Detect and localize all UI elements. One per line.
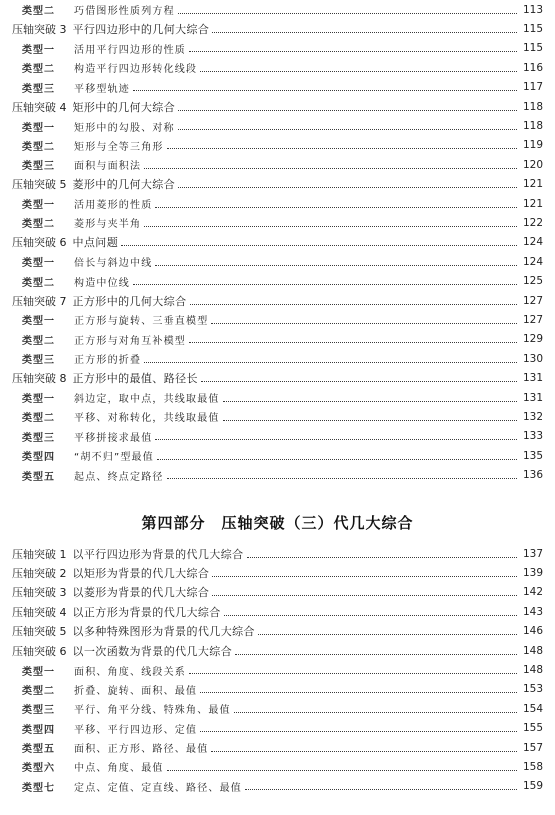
page-number: 124 xyxy=(522,236,543,249)
toc-section-entry[interactable] xyxy=(0,175,555,194)
entry-title: 定点、定值、定直线、路径、最值 xyxy=(74,782,242,794)
toc-type-entry[interactable] xyxy=(0,330,555,349)
entry-title: 以多种特殊图形为背景的代几大综合 xyxy=(72,625,255,639)
entry-title: 巧借图形性质列方程 xyxy=(74,6,175,18)
toc-section-entry[interactable] xyxy=(0,583,555,602)
toc-type-entry[interactable] xyxy=(0,777,555,796)
section-label: 压轴突破 6 xyxy=(12,644,67,658)
type-label: 类型五 xyxy=(22,744,55,756)
page-number: 143 xyxy=(522,605,543,618)
type-label: 类型一 xyxy=(22,316,55,328)
dot-leader xyxy=(200,691,517,693)
entry-title: 以菱形为背景的代几大综合 xyxy=(72,586,210,600)
part-four-heading: 第四部分 压轴突破（三）代几大综合 xyxy=(141,514,414,532)
page-number: 131 xyxy=(522,391,543,404)
toc-type-entry[interactable] xyxy=(0,757,555,776)
toc-type-entry[interactable] xyxy=(0,719,555,738)
entry-title: 起点、终点定路径 xyxy=(74,471,164,483)
section-label: 压轴突破 4 xyxy=(12,605,67,619)
page-number: 117 xyxy=(522,81,543,94)
dot-leader xyxy=(211,322,517,324)
section-label: 压轴突破 3 xyxy=(12,586,67,600)
toc-type-entry[interactable] xyxy=(0,39,555,58)
type-label: 类型二 xyxy=(22,413,55,425)
dot-leader xyxy=(167,477,517,479)
entry-title: “胡不归”型最值 xyxy=(74,452,154,464)
type-label: 类型二 xyxy=(22,64,55,76)
section-label: 压轴突破 3 xyxy=(12,23,67,37)
section-label: 压轴突破 6 xyxy=(12,236,67,250)
dot-leader xyxy=(200,730,517,732)
page-number: 159 xyxy=(522,780,543,793)
type-label: 类型四 xyxy=(22,724,55,736)
page-number: 155 xyxy=(522,722,543,735)
type-label: 类型二 xyxy=(22,141,55,153)
dot-leader xyxy=(178,128,517,130)
dot-leader xyxy=(247,556,518,558)
type-label: 类型二 xyxy=(22,685,55,697)
page-number: 158 xyxy=(522,760,543,773)
dot-leader xyxy=(224,614,517,616)
type-label: 类型六 xyxy=(22,763,55,775)
entry-title: 以正方形为背景的代几大综合 xyxy=(72,605,221,619)
dot-leader xyxy=(245,788,517,790)
type-label: 类型二 xyxy=(22,277,55,289)
type-label: 类型三 xyxy=(22,705,55,717)
type-label: 类型三 xyxy=(22,83,55,95)
dot-leader xyxy=(223,400,517,402)
toc-section-entry[interactable] xyxy=(0,291,555,310)
page-number: 132 xyxy=(522,410,543,423)
page-number: 116 xyxy=(522,61,543,74)
dot-leader xyxy=(189,672,517,674)
type-label: 类型一 xyxy=(22,44,55,56)
dot-leader xyxy=(157,458,517,460)
toc-type-entry[interactable] xyxy=(0,252,555,271)
type-label: 类型三 xyxy=(22,355,55,367)
page-number: 121 xyxy=(522,178,543,191)
type-label: 类型一 xyxy=(22,200,55,212)
page-number: 122 xyxy=(522,216,543,229)
toc-section-entry[interactable] xyxy=(0,97,555,116)
entry-title: 面积、角度、线段关系 xyxy=(74,666,186,678)
page-number: 135 xyxy=(522,449,543,462)
toc-type-entry[interactable] xyxy=(0,271,555,290)
page-number: 118 xyxy=(522,120,543,133)
toc-type-entry[interactable] xyxy=(0,465,555,484)
entry-title: 以平行四边形为背景的代几大综合 xyxy=(72,547,244,561)
page-number: 154 xyxy=(522,702,543,715)
page-number: 142 xyxy=(522,586,543,599)
dot-leader xyxy=(189,341,517,343)
entry-title: 正方形与旋转、三垂直模型 xyxy=(74,316,209,328)
type-label: 类型四 xyxy=(22,452,55,464)
page-number: 115 xyxy=(522,42,543,55)
page-number: 121 xyxy=(522,197,543,210)
entry-title: 中点问题 xyxy=(72,236,119,250)
entry-title: 平移、平行四边形、定值 xyxy=(74,724,198,736)
entry-title: 正方形与对角互补模型 xyxy=(74,335,186,347)
page-number: 129 xyxy=(522,333,543,346)
entry-title: 构造平行四边形转化线段 xyxy=(74,64,198,76)
page-number: 157 xyxy=(522,741,543,754)
toc-type-entry[interactable] xyxy=(0,155,555,174)
entry-title: 正方形的折叠 xyxy=(74,355,142,367)
type-label: 类型二 xyxy=(22,219,55,231)
dot-leader xyxy=(155,264,517,266)
dot-leader xyxy=(133,283,517,285)
entry-title: 平移、对称转化，共线取最值 xyxy=(74,413,220,425)
toc-section-entry[interactable] xyxy=(0,19,555,38)
entry-title: 中点、角度、最值 xyxy=(74,763,164,775)
entry-title: 平移型轨迹 xyxy=(74,83,130,95)
toc-type-entry[interactable] xyxy=(0,407,555,426)
page-number: 139 xyxy=(522,567,543,580)
dot-leader xyxy=(178,186,517,188)
toc-type-entry[interactable] xyxy=(0,660,555,679)
dot-leader xyxy=(201,380,517,382)
dot-leader xyxy=(235,653,517,655)
type-label: 类型三 xyxy=(22,161,55,173)
type-label: 类型三 xyxy=(22,432,55,444)
entry-title: 面积、正方形、路径、最值 xyxy=(74,744,209,756)
entry-title: 以矩形为背景的代几大综合 xyxy=(72,567,210,581)
type-label: 类型二 xyxy=(22,6,55,18)
entry-title: 以一次函数为背景的代几大综合 xyxy=(72,644,233,658)
dot-leader xyxy=(212,31,517,33)
dot-leader xyxy=(234,711,517,713)
type-label: 类型一 xyxy=(22,122,55,134)
toc-type-entry[interactable] xyxy=(0,310,555,329)
toc-section-entry[interactable] xyxy=(0,563,555,582)
entry-title: 菱形与夹半角 xyxy=(74,219,142,231)
entry-title: 正方形中的几何大综合 xyxy=(72,294,187,308)
type-label: 类型一 xyxy=(22,258,55,270)
page-number: 133 xyxy=(522,430,543,443)
toc-type-entry[interactable] xyxy=(0,738,555,757)
toc-list-part-four xyxy=(0,544,555,796)
toc-type-entry[interactable] xyxy=(0,427,555,446)
dot-leader xyxy=(155,438,517,440)
dot-leader xyxy=(178,109,517,111)
type-label: 类型一 xyxy=(22,666,55,678)
toc-type-entry[interactable] xyxy=(0,213,555,232)
page-number: 148 xyxy=(522,644,543,657)
entry-title: 活用平行四边形的性质 xyxy=(74,44,186,56)
dot-leader xyxy=(121,244,517,246)
dot-leader xyxy=(190,303,518,305)
page-number: 124 xyxy=(522,255,543,268)
toc-type-entry[interactable] xyxy=(0,0,555,19)
section-label: 压轴突破 5 xyxy=(12,625,67,639)
toc-section-entry[interactable] xyxy=(0,602,555,621)
entry-title: 矩形与全等三角形 xyxy=(74,141,164,153)
toc-type-entry[interactable] xyxy=(0,699,555,718)
page-number: 148 xyxy=(522,664,543,677)
dot-leader xyxy=(133,89,517,91)
dot-leader xyxy=(223,419,517,421)
dot-leader xyxy=(178,12,517,14)
dot-leader xyxy=(211,750,517,752)
entry-title: 面积与面积法 xyxy=(74,161,142,173)
type-label: 类型二 xyxy=(22,335,55,347)
page-number: 113 xyxy=(522,3,543,16)
toc-type-entry[interactable] xyxy=(0,194,555,213)
page-number: 137 xyxy=(522,547,543,560)
entry-title: 活用菱形的性质 xyxy=(74,200,153,212)
page-number: 127 xyxy=(522,313,543,326)
entry-title: 矩形中的勾股、对称 xyxy=(74,122,175,134)
toc-section-entry[interactable] xyxy=(0,233,555,252)
dot-leader xyxy=(144,361,517,363)
page-number: 120 xyxy=(522,158,543,171)
type-label: 类型五 xyxy=(22,471,55,483)
toc-type-entry[interactable] xyxy=(0,446,555,465)
page-number: 146 xyxy=(522,625,543,638)
entry-title: 菱形中的几何大综合 xyxy=(72,178,176,192)
section-label: 压轴突破 8 xyxy=(12,372,67,386)
page-number: 119 xyxy=(522,139,543,152)
entry-title: 倍长与斜边中线 xyxy=(74,258,153,270)
page-number: 115 xyxy=(522,23,543,36)
type-label: 类型一 xyxy=(22,394,55,405)
dot-leader xyxy=(200,70,517,72)
section-label: 压轴突破 1 xyxy=(12,547,67,561)
entry-title: 平行四边形中的几何大综合 xyxy=(72,23,210,37)
toc-type-entry[interactable] xyxy=(0,58,555,77)
dot-leader xyxy=(167,769,517,771)
dot-leader xyxy=(258,633,517,635)
page-number: 118 xyxy=(522,100,543,113)
dot-leader xyxy=(144,167,517,169)
dot-leader xyxy=(189,50,517,52)
dot-leader xyxy=(144,225,517,227)
toc-type-entry[interactable] xyxy=(0,349,555,368)
dot-leader xyxy=(212,575,517,577)
toc-type-entry[interactable] xyxy=(0,136,555,155)
entry-title: 平移拼接求最值 xyxy=(74,432,153,444)
page-number: 125 xyxy=(522,275,543,288)
toc-section-entry[interactable] xyxy=(0,622,555,641)
page-number: 127 xyxy=(522,294,543,307)
dot-leader xyxy=(167,147,517,149)
section-label: 压轴突破 4 xyxy=(12,100,67,114)
dot-leader xyxy=(155,206,517,208)
toc-type-entry[interactable] xyxy=(0,78,555,97)
toc-type-entry[interactable] xyxy=(0,116,555,135)
toc-section-entry[interactable] xyxy=(0,641,555,660)
type-label: 类型七 xyxy=(22,782,55,794)
section-label: 压轴突破 2 xyxy=(12,567,67,581)
entry-title: 构造中位线 xyxy=(74,277,130,289)
toc-section-entry[interactable] xyxy=(0,368,555,387)
toc-type-entry[interactable] xyxy=(0,388,555,407)
entry-title: 斜边定，取中点，共线取最值 xyxy=(74,394,220,405)
entry-title: 正方形中的最值、路径长 xyxy=(72,372,198,386)
toc-section-entry[interactable] xyxy=(0,544,555,563)
entry-title: 平行、角平分线、特殊角、最值 xyxy=(74,705,231,717)
section-label: 压轴突破 7 xyxy=(12,294,67,308)
page-number: 130 xyxy=(522,352,543,365)
entry-title: 折叠、旋转、面积、最值 xyxy=(74,685,198,697)
section-label: 压轴突破 5 xyxy=(12,178,67,192)
dot-leader xyxy=(212,594,517,596)
page-number: 153 xyxy=(522,683,543,696)
page-number: 131 xyxy=(522,372,543,385)
entry-title: 矩形中的几何大综合 xyxy=(72,100,176,114)
toc-type-entry[interactable] xyxy=(0,680,555,699)
page-number: 136 xyxy=(522,469,543,482)
